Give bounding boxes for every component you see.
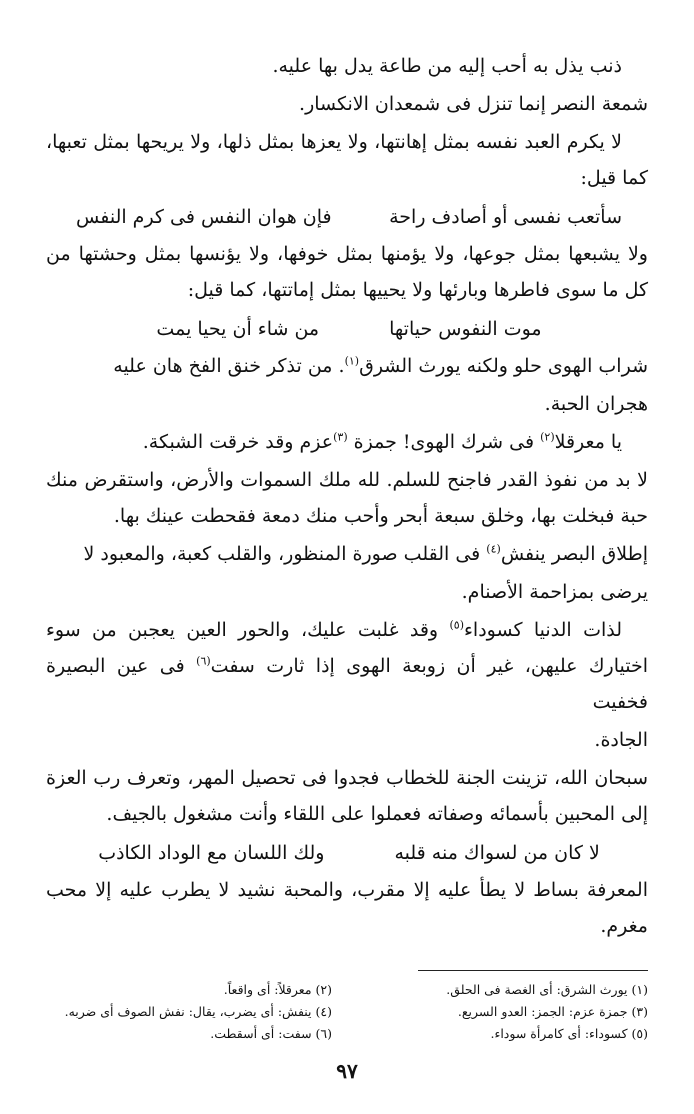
text-segment: عزم وقد خرقت الشبكة. — [142, 431, 334, 453]
paragraph-with-footnote — [46, 612, 648, 720]
footnote-marker: (٤) — [486, 542, 501, 556]
paragraph: يرضى بمزاحمة الأصنام. — [461, 581, 648, 603]
verse-second-hemistich: ولك اللسان مع الوداد الكاذب — [98, 842, 325, 864]
footnote-marker: (٥) — [449, 618, 464, 632]
footnote-marker: (١) — [344, 354, 360, 368]
footnote-marker: (٦) — [196, 654, 211, 668]
paragraph-with-footnote — [46, 348, 648, 384]
footnote: (٣) جمزة عزم: الجمز: العدو السريع. — [457, 1004, 648, 1019]
text-segment: وقد غلبت عليك، والحور العين يعجبن من سوء اختيارك عليهن، غير أن زوبعة الهوى إذا ثارت سفت — [46, 619, 648, 677]
text-segment: فى شرك الهوى! جمزة — [347, 431, 541, 453]
text-segment: لذات الدنيا كسوداء — [464, 619, 623, 641]
paragraph: لا بد من نفوذ القدر فاجنح للسلم. لله ملك السموات والأرض، واستقرض منك حبة فبخلت بها، وخلق سبعة أبحر وأحب منك دمعة فقحطت عينك بها. — [46, 469, 648, 527]
footnote: (٦) سفت: أى أسقطت. — [210, 1026, 332, 1041]
footnote: (١) يورث الشرق: أى الغصة فى الحلق. — [446, 982, 648, 997]
paragraph-with-footnote — [46, 536, 648, 572]
footnote: (٥) كسوداء: أى كامرأة سوداء. — [490, 1026, 648, 1041]
verse-first-hemistich: سأتعب نفسى أو أصادف راحة — [389, 206, 622, 228]
footnote: (٢) معرقلاً: أى واقعاً. — [223, 982, 332, 997]
verse-first-hemistich: لا كان من لسواك منه قلبه — [394, 842, 600, 864]
text-segment: فى القلب صورة المنظور، والقلب كعبة، والمعبود لا — [83, 543, 487, 565]
text-segment: إطلاق البصر ينفش — [500, 543, 648, 565]
paragraph-with-footnote — [46, 424, 648, 460]
poetry-verse — [46, 310, 648, 348]
verse-second-hemistich: فإن هوان النفس فى كرم النفس — [76, 206, 332, 228]
verse-first-hemistich: موت النفوس حياتها — [389, 318, 542, 340]
text-segment: شراب الهوى حلو ولكنه يورث الشرق — [359, 355, 648, 377]
footnote-divider — [418, 970, 648, 971]
text-segment: فى عين البصيرة فخفيت — [46, 655, 648, 713]
paragraph: سبحان الله، تزينت الجنة للخطاب فجدوا فى تحصيل المهر، وتعرف رب العزة إلى المحبين بأسمائه وصفاته فعملوا على اللقاء وأنت مشغول بالجيف. — [46, 767, 648, 825]
paragraph: ولا يشبعها بمثل جوعها، ولا يؤمنها بمثل خوفها، ولا يؤنسها بمثل وحشتها من كل ما سوى فاطرها وبارئها ولا يحييها بمثل إماتتها، كما قيل: — [46, 243, 648, 301]
page-number: ٩٧ — [336, 1059, 358, 1083]
text-segment: يا معرقلا — [554, 431, 622, 453]
footnote: (٤) ينفش: أى يضرب، يقال: نفش الصوف أى ضربه. — [64, 1004, 332, 1019]
text-segment: . من تذكر خنق الفخ هان عليه — [113, 355, 345, 377]
poetry-verse — [46, 834, 648, 872]
footnotes — [46, 979, 648, 1045]
verse-second-hemistich: من شاء أن يحيا يمت — [156, 318, 320, 340]
footnote-marker: (٢) — [540, 430, 555, 444]
paragraph: لا يكرم العبد نفسه بمثل إهانتها، ولا يعزها بمثل ذلها، ولا يريحها بمثل تعبها، كما قيل: — [46, 131, 648, 189]
paragraph: ذنب يذل به أحب إليه من طاعة يدل بها عليه. — [272, 55, 622, 77]
paragraph: هجران الحبة. — [544, 393, 648, 415]
paragraph: شمعة النصر إنما تنزل فى شمعدان الانكسار. — [299, 93, 648, 115]
poetry-verse — [46, 198, 648, 236]
footnote-marker: (٣) — [333, 430, 348, 444]
paragraph: الجادة. — [594, 729, 648, 751]
paragraph: المعرفة بساط لا يطأ عليه إلا مقرب، والمحبة نشيد لا يطرب عليه إلا محب مغرم. — [46, 879, 648, 937]
